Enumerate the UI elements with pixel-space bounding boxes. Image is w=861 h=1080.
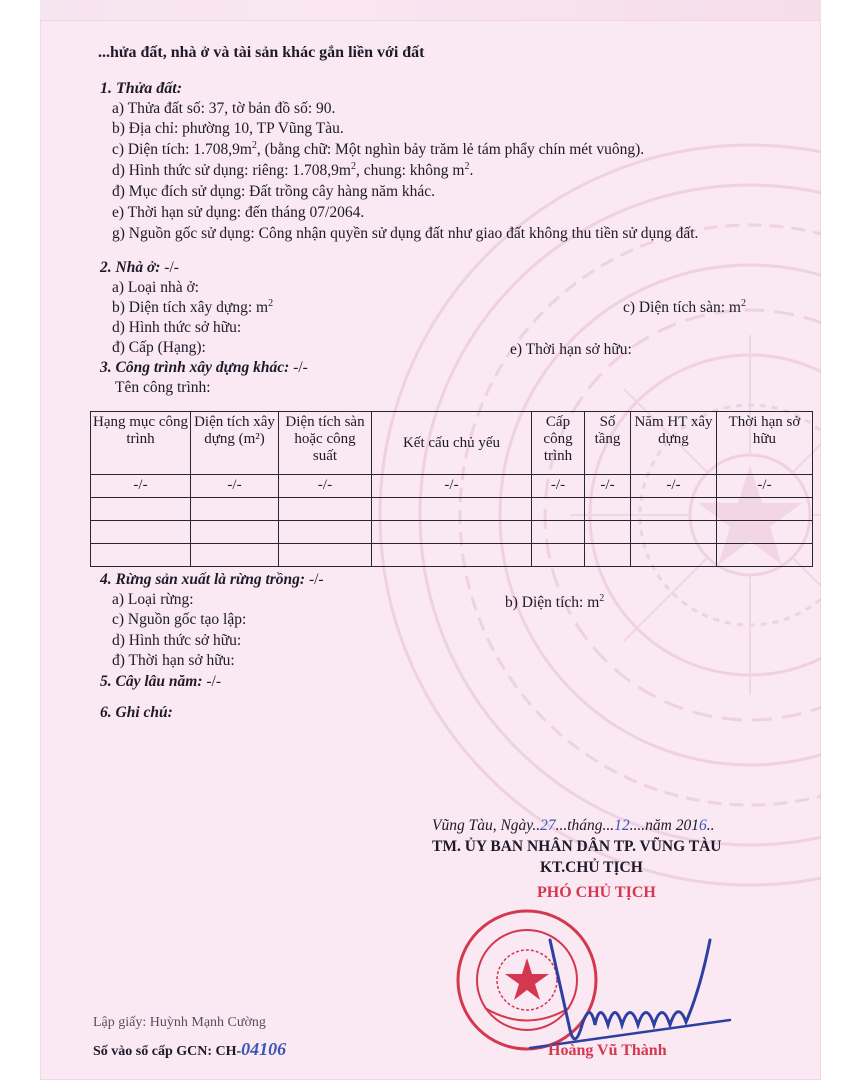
section3-heading [100, 359, 308, 377]
forest-ownership: d) Hình thức sở hữu: [112, 632, 242, 649]
usage-purpose: đ) Mục đích sử dụng: Đất trồng cây hàng năm khác. [112, 183, 436, 200]
table-header-cell: Năm HT xây dựng [631, 412, 717, 475]
section4-heading [100, 571, 324, 589]
table-cell: -/- [279, 475, 372, 498]
table-header-cell: Diện tích sàn hoặc công suất [279, 412, 372, 475]
table-cell: -/- [717, 475, 813, 498]
forest-origin: c) Nguồn gốc tạo lập: [112, 611, 247, 628]
works-name-label: Tên công trình: [115, 379, 211, 396]
house-term: e) Thời hạn sở hữu: [510, 341, 632, 358]
usage-form-end: . [469, 162, 474, 179]
table-row [91, 544, 813, 567]
table-cell: -/- [532, 475, 585, 498]
section4-dash: -/- [305, 571, 324, 588]
section5-dash: -/- [202, 673, 221, 690]
table-header-cell: Số tầng [585, 412, 631, 475]
house-grade: đ) Cấp (Hạng): [112, 339, 206, 356]
writer-label: Lập giấy: Huỳnh Mạnh Cường [93, 1015, 266, 1030]
gcn-record [93, 1040, 286, 1061]
section6-title: 6. Ghi chú: [100, 704, 173, 721]
scan-margin-left [0, 0, 40, 1080]
table-row [91, 521, 813, 544]
usage-term: e) Thời hạn sử dụng: đến tháng 07/2064. [112, 204, 365, 221]
section3-title: 3. Công trình xây dựng khác: [100, 359, 290, 376]
house-build-area: b) Diện tích xây dựng: $m^2$ [112, 298, 274, 316]
house-type: a) Loại nhà ở: [112, 279, 199, 296]
table-row [91, 498, 813, 521]
issue-date-prefix: Vũng Tàu, Ngày [432, 817, 533, 834]
table-cell: -/- [372, 475, 532, 498]
gcn-label: Số vào sổ cấp GCN: CH- [93, 1044, 242, 1059]
table-cell: -/- [191, 475, 279, 498]
issue-year-label: năm 201 [645, 817, 699, 834]
usage-form: d) Hình thức sử dụng: riêng: $1.708,9m^2$, chung: không $m^2$. [112, 161, 474, 179]
parcel-area-value: c) Diện tích: 1.708,9m [112, 141, 252, 158]
forest-term: đ) Thời hạn sở hữu: [112, 652, 235, 669]
issue-date: Vũng Tàu, Ngày..27...tháng...12....năm 2016.. [432, 817, 715, 834]
parcel-area-words: , (bằng chữ: Một nghìn bảy trăm lẻ tám phẩy chín mét vuông). [256, 141, 645, 158]
table-cell: -/- [585, 475, 631, 498]
table-header-cell: Kết cấu chủ yếu [372, 412, 532, 475]
section4-title: 4. Rừng sản xuất là rừng trồng: [100, 571, 306, 588]
parcel-number: a) Thửa đất số: 37, tờ bản đồ số: 90. [112, 100, 336, 117]
forest-area: b) Diện tích: $m^2$ [505, 593, 605, 611]
table-header-cell: Hạng mục công trình [91, 412, 191, 475]
usage-origin: g) Nguồn gốc sử dụng: Công nhận quyền sử dụng đất như giao đất không thu tiền sử dụng đất. [112, 225, 699, 242]
signer-role-2: PHÓ CHỦ TỊCH [537, 884, 656, 901]
usage-form-shared: , chung: không m [355, 162, 465, 179]
table-header-row [91, 412, 813, 475]
issue-month: 12 [614, 817, 630, 834]
section2-heading [100, 259, 179, 277]
table-cell: -/- [631, 475, 717, 498]
handwritten-signature-icon [520, 930, 740, 1060]
house-floor-area-label: c) Diện tích sàn: m [623, 299, 741, 316]
section2-dash: -/- [160, 259, 179, 276]
parcel-area: c) Diện tích: $1.708,9m^2$, (bằng chữ: Một nghìn bảy trăm lẻ tám phẩy chín mét vuông). [112, 140, 645, 158]
issuing-org: TM. ỦY BAN NHÂN DÂN TP. VŨNG TÀU [432, 838, 722, 855]
signer-name: Hoàng Vũ Thành [548, 1042, 667, 1059]
signer-role-1: KT.CHỦ TỊCH [540, 859, 643, 876]
section5-heading [100, 673, 221, 691]
section3-dash: -/- [289, 359, 308, 376]
table-header-cell: Thời hạn sở hữu [717, 412, 813, 475]
section2-title: 2. Nhà ở: [100, 259, 161, 276]
section1-title: 1. Thửa đất: [100, 80, 183, 97]
gcn-number: 04106 [241, 1039, 287, 1059]
table-cell: -/- [91, 475, 191, 498]
section5-title: 5. Cây lâu năm: [100, 673, 203, 690]
table-row [91, 475, 813, 498]
table-header-cell: Cấp công trình [532, 412, 585, 475]
forest-area-label: b) Diện tích: m [505, 594, 600, 611]
forest-type: a) Loại rừng: [112, 591, 194, 608]
table-header-cell: Diện tích xây dựng (m²) [191, 412, 279, 475]
house-floor-area: c) Diện tích sàn: $m^2$ [623, 298, 746, 316]
issue-month-label: tháng [567, 817, 603, 834]
issue-year-digit: 6 [698, 817, 707, 834]
parcel-address: b) Địa chỉ: phường 10, TP Vũng Tàu. [112, 120, 344, 137]
certificate-heading: ...hửa đất, nhà ở và tài sản khác gắn liền với đất [98, 44, 425, 61]
issue-day: 27 [540, 817, 556, 834]
house-build-area-label: b) Diện tích xây dựng: m [112, 299, 269, 316]
usage-form-private: d) Hình thức sử dụng: riêng: 1.708,9m [112, 162, 351, 179]
house-ownership: d) Hình thức sở hữu: [112, 319, 242, 336]
scan-margin-right [821, 0, 861, 1080]
construction-works-table [90, 411, 813, 567]
